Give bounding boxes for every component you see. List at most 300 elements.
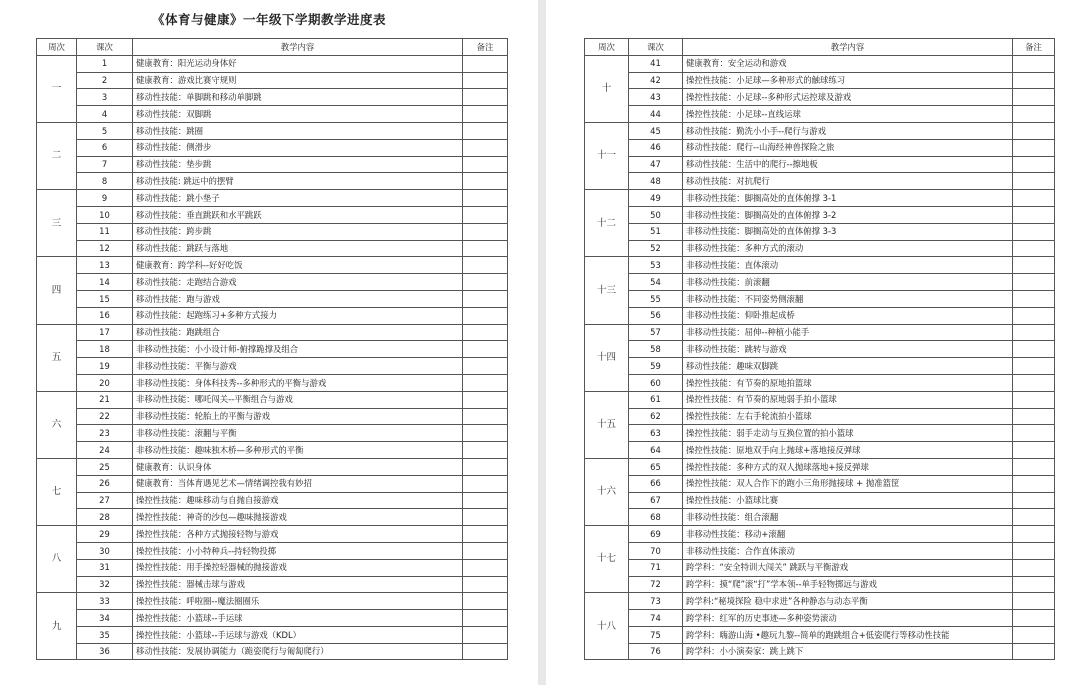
lesson-number-cell: 11 — [77, 223, 133, 240]
table-row — [585, 156, 1055, 173]
note-cell — [463, 122, 508, 139]
table-row — [585, 408, 1055, 425]
lesson-number-cell: 74 — [629, 610, 683, 627]
note-cell — [1013, 257, 1055, 274]
lesson-content-cell: 操控性技能：弱手走动与互换位置的拍小篮球 — [683, 425, 1013, 442]
week-cell: 十七 — [585, 526, 629, 593]
note-cell — [463, 257, 508, 274]
week-cell: 十 — [585, 55, 629, 122]
table-row — [585, 475, 1055, 492]
note-cell — [463, 190, 508, 207]
lesson-number-cell: 63 — [629, 425, 683, 442]
lesson-content-cell: 非移动性技能：多种方式的滚动 — [683, 240, 1013, 257]
note-cell — [1013, 72, 1055, 89]
lesson-content-cell: 非移动性技能：合作直体滚动 — [683, 542, 1013, 559]
table-row — [37, 610, 508, 627]
lesson-content-cell: 移动性技能：双脚跳 — [133, 106, 463, 123]
table-row — [37, 173, 508, 190]
table-row — [585, 122, 1055, 139]
lesson-number-cell: 76 — [629, 643, 683, 660]
lesson-number-cell: 47 — [629, 156, 683, 173]
note-cell — [463, 374, 508, 391]
note-cell — [463, 526, 508, 543]
table-row — [585, 643, 1055, 660]
week-cell: 十六 — [585, 458, 629, 525]
lesson-number-cell: 59 — [629, 358, 683, 375]
lesson-content-cell: 移动性技能：跳跃与落地 — [133, 240, 463, 257]
note-cell — [1013, 89, 1055, 106]
lesson-content-cell: 操控性技能：小篮球比赛 — [683, 492, 1013, 509]
lesson-number-cell: 25 — [77, 458, 133, 475]
left-page — [0, 0, 538, 685]
lesson-number-cell: 34 — [77, 610, 133, 627]
note-cell — [463, 509, 508, 526]
week-cell: 十五 — [585, 391, 629, 458]
lesson-number-cell: 28 — [77, 509, 133, 526]
table-row — [585, 89, 1055, 106]
lesson-content-cell: 健康教育：阳光运动身体好 — [133, 55, 463, 72]
lesson-content-cell: 移动性技能：垂直跳跃和水平跳跃 — [133, 206, 463, 223]
lesson-number-cell: 20 — [77, 374, 133, 391]
lesson-content-cell: 移动性技能: 跳远中的摆臂 — [133, 173, 463, 190]
table-row — [585, 492, 1055, 509]
note-cell — [1013, 425, 1055, 442]
note-cell — [463, 442, 508, 459]
lesson-content-cell: 操控性技能：呼啦圈--魔法圈圈乐 — [133, 593, 463, 610]
lesson-content-cell: 操控性技能：左右手轮流拍小篮球 — [683, 408, 1013, 425]
table-row — [37, 106, 508, 123]
lesson-content-cell: 非移动性技能：平衡与游戏 — [133, 358, 463, 375]
table-row — [585, 257, 1055, 274]
lesson-content-cell: 跨学科：小小演奏家：跳上跳下 — [683, 643, 1013, 660]
lesson-content-cell: 移动性技能：发展协调能力（跪姿爬行与匍匐爬行） — [133, 643, 463, 660]
lesson-number-cell: 15 — [77, 290, 133, 307]
note-cell — [1013, 341, 1055, 358]
note-cell — [463, 475, 508, 492]
table-row — [585, 190, 1055, 207]
lesson-number-cell: 19 — [77, 358, 133, 375]
lesson-content-cell: 移动性技能：勤洗小小手--爬行与游戏 — [683, 122, 1013, 139]
table-row — [37, 542, 508, 559]
week-cell: 五 — [37, 324, 77, 391]
table-row — [585, 106, 1055, 123]
note-cell — [463, 173, 508, 190]
header-note: 备注 — [463, 39, 508, 56]
table-row — [37, 475, 508, 492]
note-cell — [463, 274, 508, 291]
table-row — [37, 72, 508, 89]
table-row — [37, 274, 508, 291]
lesson-number-cell: 5 — [77, 122, 133, 139]
table-row — [585, 526, 1055, 543]
lesson-number-cell: 50 — [629, 206, 683, 223]
note-cell — [463, 324, 508, 341]
note-cell — [463, 542, 508, 559]
note-cell — [463, 643, 508, 660]
note-cell — [1013, 290, 1055, 307]
lesson-content-cell: 非移动性技能：哪吒闯关--平衡组合与游戏 — [133, 391, 463, 408]
lesson-content-cell: 移动性技能：爬行--山海经神兽探险之旅 — [683, 139, 1013, 156]
lesson-number-cell: 49 — [629, 190, 683, 207]
lesson-content-cell: 移动性技能：跑与游戏 — [133, 290, 463, 307]
note-cell — [463, 106, 508, 123]
table-row — [37, 55, 508, 72]
lesson-content-cell: 操控性技能：小足球--直线运球 — [683, 106, 1013, 123]
schedule-table-left — [36, 38, 508, 660]
note-cell — [1013, 442, 1055, 459]
table-row — [37, 374, 508, 391]
week-cell: 六 — [37, 391, 77, 458]
lesson-content-cell: 移动性技能：单脚跳和移动单脚跳 — [133, 89, 463, 106]
table-row — [37, 341, 508, 358]
note-cell — [1013, 190, 1055, 207]
header-content: 教学内容 — [683, 39, 1013, 56]
lesson-content-cell: 非移动性技能：脚搁高处的直体俯撑 3-3 — [683, 223, 1013, 240]
lesson-number-cell: 13 — [77, 257, 133, 274]
lesson-number-cell: 68 — [629, 509, 683, 526]
table-row — [37, 223, 508, 240]
lesson-number-cell: 41 — [629, 55, 683, 72]
lesson-number-cell: 55 — [629, 290, 683, 307]
lesson-number-cell: 71 — [629, 559, 683, 576]
note-cell — [1013, 324, 1055, 341]
note-cell — [1013, 509, 1055, 526]
note-cell — [1013, 307, 1055, 324]
table-row — [37, 509, 508, 526]
table-row — [585, 341, 1055, 358]
lesson-number-cell: 70 — [629, 542, 683, 559]
lesson-content-cell: 操控性技能：小足球—多种形式的触球练习 — [683, 72, 1013, 89]
lesson-content-cell: 非移动性技能：移动+滚翻 — [683, 526, 1013, 543]
note-cell — [463, 610, 508, 627]
table-row — [585, 72, 1055, 89]
lesson-content-cell: 非移动性技能：小小设计师-俯撑跪撑及组合 — [133, 341, 463, 358]
lesson-content-cell: 跨学科：嗨游山海 •趣玩九黎--简单的跑跳组合+低姿爬行等移动性技能 — [683, 626, 1013, 643]
table-row — [37, 643, 508, 660]
lesson-number-cell: 64 — [629, 442, 683, 459]
lesson-number-cell: 3 — [77, 89, 133, 106]
right-page — [546, 0, 1080, 685]
note-cell — [463, 626, 508, 643]
table-row — [37, 626, 508, 643]
lesson-content-cell: 操控性技能：用手操控轻器械的抛接游戏 — [133, 559, 463, 576]
note-cell — [1013, 458, 1055, 475]
lesson-content-cell: 非移动性技能：仰卧推起成桥 — [683, 307, 1013, 324]
table-row — [585, 425, 1055, 442]
table-row — [37, 358, 508, 375]
lesson-number-cell: 29 — [77, 526, 133, 543]
lesson-number-cell: 73 — [629, 593, 683, 610]
note-cell — [463, 290, 508, 307]
lesson-content-cell: 非移动性技能：滚翻与平衡 — [133, 425, 463, 442]
lesson-number-cell: 53 — [629, 257, 683, 274]
table-row — [37, 559, 508, 576]
table-row — [37, 190, 508, 207]
lesson-content-cell: 移动性技能：垫步跳 — [133, 156, 463, 173]
note-cell — [1013, 223, 1055, 240]
lesson-content-cell: 非移动性技能：前滚翻 — [683, 274, 1013, 291]
note-cell — [463, 72, 508, 89]
lesson-number-cell: 30 — [77, 542, 133, 559]
lesson-number-cell: 1 — [77, 55, 133, 72]
lesson-number-cell: 52 — [629, 240, 683, 257]
note-cell — [463, 341, 508, 358]
lesson-number-cell: 22 — [77, 408, 133, 425]
lesson-number-cell: 4 — [77, 106, 133, 123]
lesson-content-cell: 健康教育：游戏比赛守规则 — [133, 72, 463, 89]
lesson-number-cell: 27 — [77, 492, 133, 509]
week-cell: 八 — [37, 526, 77, 593]
lesson-number-cell: 9 — [77, 190, 133, 207]
lesson-content-cell: 健康教育：跨学科--好好吃饭 — [133, 257, 463, 274]
lesson-content-cell: 非移动性技能：组合滚翻 — [683, 509, 1013, 526]
lesson-number-cell: 36 — [77, 643, 133, 660]
note-cell — [1013, 391, 1055, 408]
lesson-content-cell: 操控性技能：有节奏的原地弱手拍小篮球 — [683, 391, 1013, 408]
note-cell — [1013, 593, 1055, 610]
note-cell — [463, 593, 508, 610]
table-body-right — [585, 55, 1055, 660]
week-cell: 十二 — [585, 190, 629, 257]
lesson-content-cell: 移动性技能：对抗爬行 — [683, 173, 1013, 190]
lesson-content-cell: 操控性技能：器械击球与游戏 — [133, 576, 463, 593]
table-row — [585, 274, 1055, 291]
week-cell: 十八 — [585, 593, 629, 660]
note-cell — [463, 55, 508, 72]
week-cell: 十一 — [585, 122, 629, 189]
lesson-content-cell: 操控性技能：各种方式抛接轻物与游戏 — [133, 526, 463, 543]
lesson-number-cell: 57 — [629, 324, 683, 341]
note-cell — [463, 358, 508, 375]
table-row — [37, 122, 508, 139]
table-row — [585, 509, 1055, 526]
note-cell — [1013, 173, 1055, 190]
table-row — [585, 324, 1055, 341]
note-cell — [1013, 626, 1055, 643]
lesson-number-cell: 23 — [77, 425, 133, 442]
table-row — [37, 290, 508, 307]
week-cell: 二 — [37, 122, 77, 189]
week-cell: 四 — [37, 257, 77, 324]
table-row — [37, 526, 508, 543]
lesson-number-cell: 12 — [77, 240, 133, 257]
note-cell — [1013, 643, 1055, 660]
lesson-content-cell: 移动性技能：跑跳组合 — [133, 324, 463, 341]
week-cell: 十四 — [585, 324, 629, 391]
note-cell — [463, 223, 508, 240]
table-row — [585, 374, 1055, 391]
lesson-number-cell: 16 — [77, 307, 133, 324]
note-cell — [1013, 55, 1055, 72]
lesson-number-cell: 46 — [629, 139, 683, 156]
table-row — [585, 307, 1055, 324]
note-cell — [463, 206, 508, 223]
lesson-number-cell: 72 — [629, 576, 683, 593]
note-cell — [463, 307, 508, 324]
note-cell — [463, 425, 508, 442]
document-title: 《体育与健康》一年级下学期教学进度表 — [151, 12, 386, 27]
note-cell — [1013, 358, 1055, 375]
table-row — [37, 324, 508, 341]
note-cell — [463, 458, 508, 475]
note-cell — [1013, 240, 1055, 257]
note-cell — [1013, 408, 1055, 425]
lesson-number-cell: 54 — [629, 274, 683, 291]
lesson-content-cell: 操控性技能：原地双手向上抛球+落地接反弹球 — [683, 442, 1013, 459]
lesson-content-cell: 跨学科：摸“爬”滚“打”学本领--单手轻物掷远与游戏 — [683, 576, 1013, 593]
lesson-content-cell: 跨学科：红军的历史事迹—多种姿势滚动 — [683, 610, 1013, 627]
lesson-number-cell: 21 — [77, 391, 133, 408]
table-row — [585, 55, 1055, 72]
table-row — [37, 593, 508, 610]
lesson-number-cell: 75 — [629, 626, 683, 643]
lesson-number-cell: 10 — [77, 206, 133, 223]
table-row — [585, 139, 1055, 156]
lesson-content-cell: 操控性技能：小篮球--手运球与游戏（KDL） — [133, 626, 463, 643]
lesson-content-cell: 移动性技能：趣味双脚跳 — [683, 358, 1013, 375]
table-row — [585, 442, 1055, 459]
note-cell — [463, 408, 508, 425]
week-cell: 十三 — [585, 257, 629, 324]
schedule-table-right — [584, 38, 1055, 660]
note-cell — [463, 240, 508, 257]
lesson-number-cell: 60 — [629, 374, 683, 391]
header-note: 备注 — [1013, 39, 1055, 56]
table-row — [37, 442, 508, 459]
table-row — [585, 173, 1055, 190]
lesson-number-cell: 32 — [77, 576, 133, 593]
table-body-left — [37, 55, 508, 660]
table-row — [585, 391, 1055, 408]
table-row — [585, 626, 1055, 643]
lesson-content-cell: 操控性技能：小足球--多种形式运控球及游戏 — [683, 89, 1013, 106]
lesson-number-cell: 45 — [629, 122, 683, 139]
week-cell: 三 — [37, 190, 77, 257]
note-cell — [463, 156, 508, 173]
table-row — [37, 458, 508, 475]
table-row — [585, 542, 1055, 559]
lesson-number-cell: 35 — [77, 626, 133, 643]
lesson-content-cell: 非移动性技能：不同姿势侧滚翻 — [683, 290, 1013, 307]
note-cell — [1013, 576, 1055, 593]
table-row — [585, 610, 1055, 627]
lesson-number-cell: 62 — [629, 408, 683, 425]
lesson-number-cell: 14 — [77, 274, 133, 291]
table-row — [37, 408, 508, 425]
lesson-content-cell: 健康教育：当体育遇见艺术—情绪调控我有妙招 — [133, 475, 463, 492]
note-cell — [1013, 156, 1055, 173]
header-content: 教学内容 — [133, 39, 463, 56]
table-row — [585, 240, 1055, 257]
lesson-number-cell: 44 — [629, 106, 683, 123]
lesson-content-cell: 移动性技能：跳小垫子 — [133, 190, 463, 207]
lesson-content-cell: 非移动性技能：脚搁高处的直体俯撑 3-1 — [683, 190, 1013, 207]
table-row — [37, 206, 508, 223]
lesson-content-cell: 操控性技能：小篮球--手运球 — [133, 610, 463, 627]
lesson-content-cell: 操控性技能：趣味移动与自抛自接游戏 — [133, 492, 463, 509]
table-row — [37, 240, 508, 257]
lesson-number-cell: 31 — [77, 559, 133, 576]
note-cell — [1013, 274, 1055, 291]
lesson-number-cell: 65 — [629, 458, 683, 475]
table-row — [37, 425, 508, 442]
note-cell — [463, 89, 508, 106]
week-cell: 一 — [37, 55, 77, 122]
lesson-content-cell: 移动性技能：侧滑步 — [133, 139, 463, 156]
lesson-number-cell: 42 — [629, 72, 683, 89]
table-row — [37, 576, 508, 593]
table-header-row — [37, 39, 508, 56]
lesson-content-cell: 移动性技能：走跑结合游戏 — [133, 274, 463, 291]
table-row — [37, 139, 508, 156]
note-cell — [1013, 475, 1055, 492]
lesson-content-cell: 健康教育：认识身体 — [133, 458, 463, 475]
lesson-number-cell: 7 — [77, 156, 133, 173]
week-cell: 九 — [37, 593, 77, 660]
note-cell — [1013, 139, 1055, 156]
table-row — [37, 391, 508, 408]
lesson-content-cell: 移动性技能：跨步跳 — [133, 223, 463, 240]
week-cell: 七 — [37, 458, 77, 525]
table-row — [37, 89, 508, 106]
header-lesson: 课次 — [77, 39, 133, 56]
lesson-content-cell: 非移动性技能：屈伸--种植小能手 — [683, 324, 1013, 341]
lesson-number-cell: 48 — [629, 173, 683, 190]
lesson-number-cell: 8 — [77, 173, 133, 190]
lesson-content-cell: 移动性技能：生活中的爬行--擦地板 — [683, 156, 1013, 173]
lesson-number-cell: 66 — [629, 475, 683, 492]
table-row — [585, 206, 1055, 223]
note-cell — [463, 492, 508, 509]
note-cell — [463, 139, 508, 156]
lesson-content-cell: 非移动性技能：跳转与游戏 — [683, 341, 1013, 358]
lesson-number-cell: 26 — [77, 475, 133, 492]
lesson-number-cell: 58 — [629, 341, 683, 358]
lesson-number-cell: 56 — [629, 307, 683, 324]
lesson-number-cell: 51 — [629, 223, 683, 240]
lesson-number-cell: 61 — [629, 391, 683, 408]
table-row — [37, 156, 508, 173]
lesson-content-cell: 移动性技能：起跑练习+多种方式接力 — [133, 307, 463, 324]
table-row — [585, 576, 1055, 593]
note-cell — [463, 559, 508, 576]
lesson-content-cell: 移动性技能：跳圈 — [133, 122, 463, 139]
header-week: 周次 — [37, 39, 77, 56]
lesson-content-cell: 非移动性技能：身体科技秀--多种形式的平衡与游戏 — [133, 374, 463, 391]
lesson-number-cell: 43 — [629, 89, 683, 106]
note-cell — [1013, 122, 1055, 139]
note-cell — [1013, 492, 1055, 509]
lesson-number-cell: 69 — [629, 526, 683, 543]
note-cell — [1013, 559, 1055, 576]
table-row — [585, 358, 1055, 375]
lesson-number-cell: 67 — [629, 492, 683, 509]
lesson-content-cell: 非移动性技能：轮胎上的平衡与游戏 — [133, 408, 463, 425]
note-cell — [1013, 526, 1055, 543]
note-cell — [1013, 206, 1055, 223]
lesson-content-cell: 非移动性技能：趣味独木桥—多种形式的平衡 — [133, 442, 463, 459]
note-cell — [1013, 374, 1055, 391]
lesson-content-cell: 非移动性技能：直体滚动 — [683, 257, 1013, 274]
lesson-content-cell: 操控性技能：多种方式的双人抛球落地+接反弹球 — [683, 458, 1013, 475]
table-row — [37, 307, 508, 324]
lesson-content-cell: 操控性技能：有节奏的原地拍篮球 — [683, 374, 1013, 391]
note-cell — [1013, 542, 1055, 559]
note-cell — [1013, 106, 1055, 123]
header-week: 周次 — [585, 39, 629, 56]
table-row — [37, 257, 508, 274]
lesson-number-cell: 6 — [77, 139, 133, 156]
